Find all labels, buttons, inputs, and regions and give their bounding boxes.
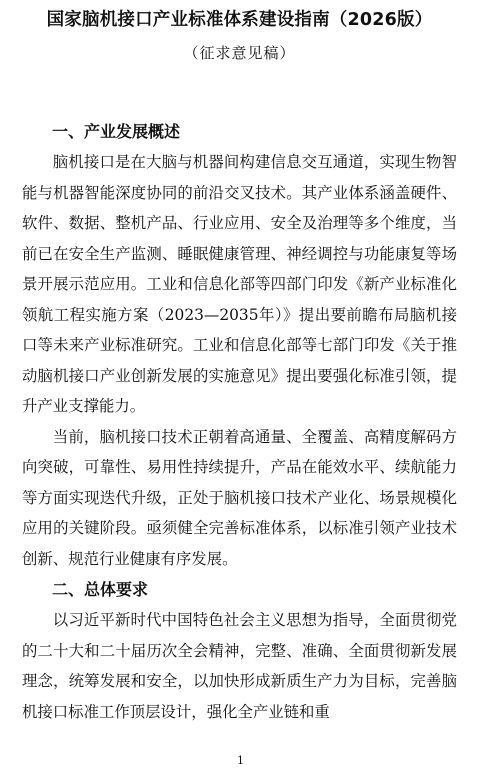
document-title: 国家脑机接口产业标准体系建设指南（2026版） bbox=[46, 10, 433, 30]
document-page bbox=[0, 8, 481, 777]
section-general-requirements bbox=[22, 574, 457, 727]
document-subtitle: （征求意见稿） bbox=[183, 44, 296, 62]
document-body bbox=[22, 116, 457, 727]
section-heading: 二、总体要求 bbox=[52, 580, 149, 599]
paragraph: 脑机接口是在大脑与机器间构建信息交互通道，实现生物智能与机器智能深度协同的前沿交叉技术。其产业体系涵盖硬件、软件、数据、整机产品、行业应用、安全及治理等多个维度，当前已在安全生产监测、睡眠健康管理、神经调控与功能康复等场景开展示范应用。工业和信息化部等四部门印发《新产业标准化领航工程实施方案（2023—2035年）》提出要前瞻布局脑机接口等未来产业标准研究。工业和信息化部等七部门印发《关于推动脑机接口产业创新发展的实施意见》提出要强化标准引领，提升产业支撑能力。 bbox=[22, 153, 457, 415]
paragraph: 以习近平新时代中国特色社会主义思想为指导，全面贯彻党的二十大和二十届历次全会精神，完整、准确、全面贯彻新发展理念，统筹发展和安全，以加快形成新质生产力为目标，完善脑机接口标准工作顶层设计，强化全产业链和重 bbox=[22, 611, 457, 721]
page-number: 1 bbox=[237, 754, 244, 767]
section-industry-overview bbox=[22, 116, 457, 574]
section-heading: 一、产业发展概述 bbox=[52, 122, 181, 141]
paragraph: 当前，脑机接口技术正朝着高通量、全覆盖、高精度解码方向突破，可靠性、易用性持续提升，产品在能效水平、续航能力等方面实现迭代升级，正处于脑机接口技术产业化、场景规模化应用的关键阶段。亟须健全完善标准体系，以标准引领产业技术创新、规范行业健康有序发展。 bbox=[22, 427, 457, 568]
